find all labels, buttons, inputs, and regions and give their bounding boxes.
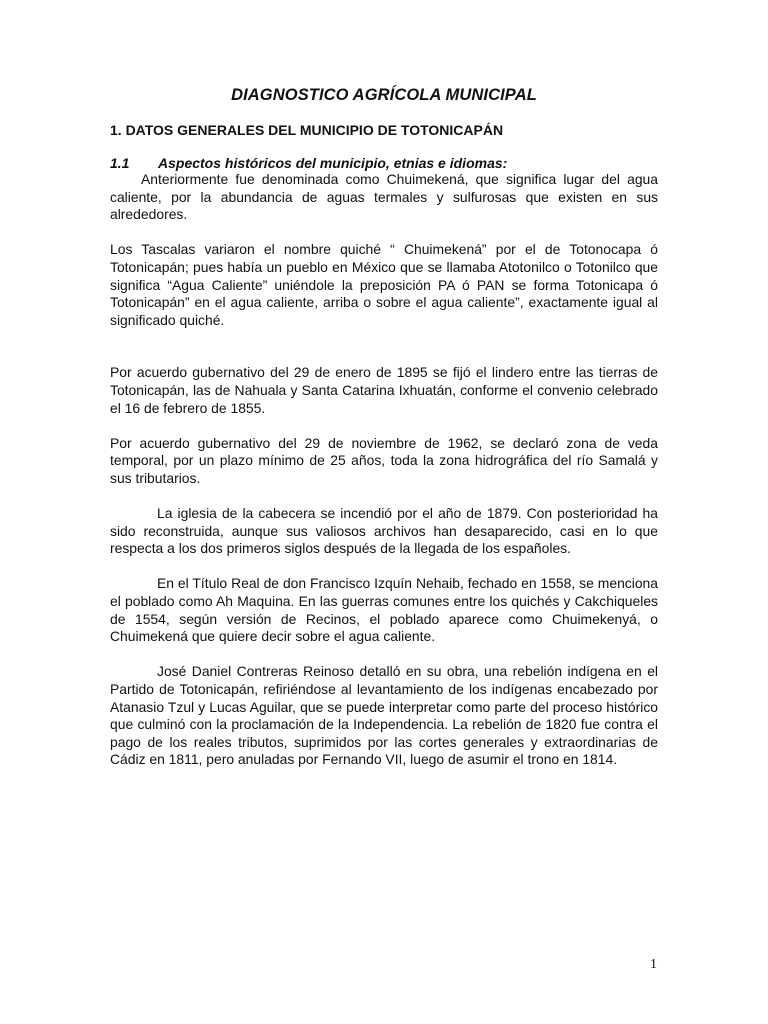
subsection-heading [110,155,658,171]
paragraph-4: Por acuerdo gubernativo del 29 de noviembre de 1962, se declaró zona de veda temporal, por un plazo mínimo de 25 años, toda la zona hidrográfica del río Samalá y sus tributarios. [110,434,658,486]
paragraph-1: Anteriormente fue denominada como Chuimekená, que significa lugar del agua caliente, por la abundancia de aguas termales y sulfurosas que existen en sus alrededores. [110,171,658,223]
subsection-number: 1.1 [110,155,130,171]
paragraph-2: Los Tascalas variaron el nombre quiché “ Chuimekená” por el de Totonocapa ó Totonicapán; pues había un pueblo en Méxicо que se llamaba Atotonilco o Totonilco que significa “Agua Caliente” uniéndole la preposición PA ó PAN se forma Totonicapa ó Totonicapán” en el agua caliente, arriba o sobre el agua caliente”, exactamente igual al significado quiché. [110,241,658,328]
section-heading: 1. DATOS GENERALES DEL MUNICIPIO DE TOTONICAPÁN [110,122,504,138]
paragraph-3: Por acuerdo gubernativo del 29 de enero de 1895 se fijó el lindero entre las tierras de Totonicapán, las de Nahuala y Santa Catarina Ixhuatán, conforme el convenio celebrado el 16 de febrero de 1855. [110,364,658,416]
page-number: 1 [650,957,657,972]
paragraph-7: José Daniel Contreras Reinoso detalló en su obra, una rebelión indígena en el Partido de Totonicapán, refiriéndose al levantamiento de los indígenas encabezado por Atanasio Tzul y Lucas Aguilar, que se puede interpretar como parte del proceso histórico que culminó con la proclamación de la Independencia. La rebelión de 1820 fue contra el pago de los reales tributos, suprimidos por las cortes generales y extraordinarias de Cádiz en 1811, pero anuladas por Fernando VII, luego de asumir el trono en 1814. [110,663,658,768]
paragraph-6: En el Título Real de don Francisco Izquín Nehaib, fechado en 1558, se menciona el poblado como Ah Maquina. En las guerras comunes entre los quichés y Cakchiqueles de 1554, según versión de Recinos, el poblado aparece como Chuimekenyá, o Chuimekená que quiere decir sobre el agua caliente. [110,575,658,645]
paragraph-5: La iglesia de la cabecera se incendió por el año de 1879. Con posterioridad ha sido reconstruida, aunque sus valiosos archivos han desaparecido, casi en lo que respecta a los dos primeros siglos después de la llegada de los españoles. [110,505,658,557]
document-title: DIAGNOSTICO AGRÍCOLA MUNICIPAL [231,86,537,104]
subsection-title: Aspectos históricos del municipio, etnias e idiomas: [158,155,508,171]
document-page [110,86,658,769]
